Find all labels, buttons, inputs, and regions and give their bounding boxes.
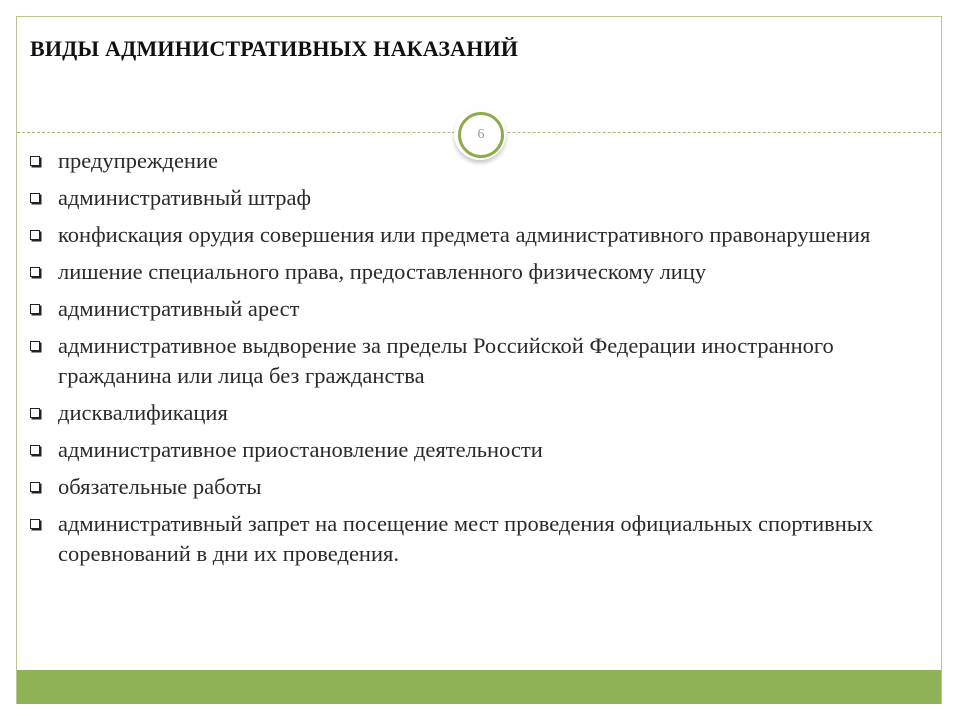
square-bullet-icon [30, 482, 40, 492]
square-bullet-icon [30, 304, 40, 314]
list-item [30, 220, 935, 250]
penalties-list [30, 146, 935, 576]
list-item [30, 146, 935, 176]
square-bullet-icon [30, 341, 40, 351]
list-item-label: предупреждение [58, 148, 219, 173]
list-item-label: административный арест [58, 296, 300, 321]
square-bullet-icon [30, 156, 40, 166]
list-item [30, 294, 935, 324]
slide-title: ВИДЫ АДМИНИСТРАТИВНЫХ НАКАЗАНИЙ [30, 36, 519, 61]
square-bullet-icon [30, 267, 40, 277]
list-item [30, 472, 935, 502]
list-item-label: административный запрет на посещение мест проведения официальных спортивных соревнований в дни их проведения. [58, 511, 874, 566]
square-bullet-icon [30, 445, 40, 455]
square-bullet-icon [30, 519, 40, 529]
list-item-label: лишение специального права, предоставленного физическому лицу [58, 259, 707, 284]
list-item-label: административный штраф [58, 185, 312, 210]
list-item [30, 257, 935, 287]
list-item [30, 398, 935, 428]
square-bullet-icon [30, 230, 40, 240]
page-number: 6 [458, 112, 504, 158]
footer-bar [17, 670, 941, 704]
list-item-label: дисквалификация [58, 400, 228, 425]
list-item [30, 509, 935, 569]
list-item [30, 183, 935, 213]
list-item [30, 435, 935, 465]
list-item-label: административное приостановление деятельности [58, 437, 543, 462]
list-item [30, 331, 935, 391]
list-item-label: административное выдворение за пределы Российской Федерации иностранного гражданина или лица без гражданства [58, 333, 834, 388]
list-item-label: конфискация орудия совершения или предмета административного правонарушения [58, 222, 871, 247]
list-item-label: обязательные работы [58, 474, 262, 499]
square-bullet-icon [30, 193, 40, 203]
square-bullet-icon [30, 408, 40, 418]
